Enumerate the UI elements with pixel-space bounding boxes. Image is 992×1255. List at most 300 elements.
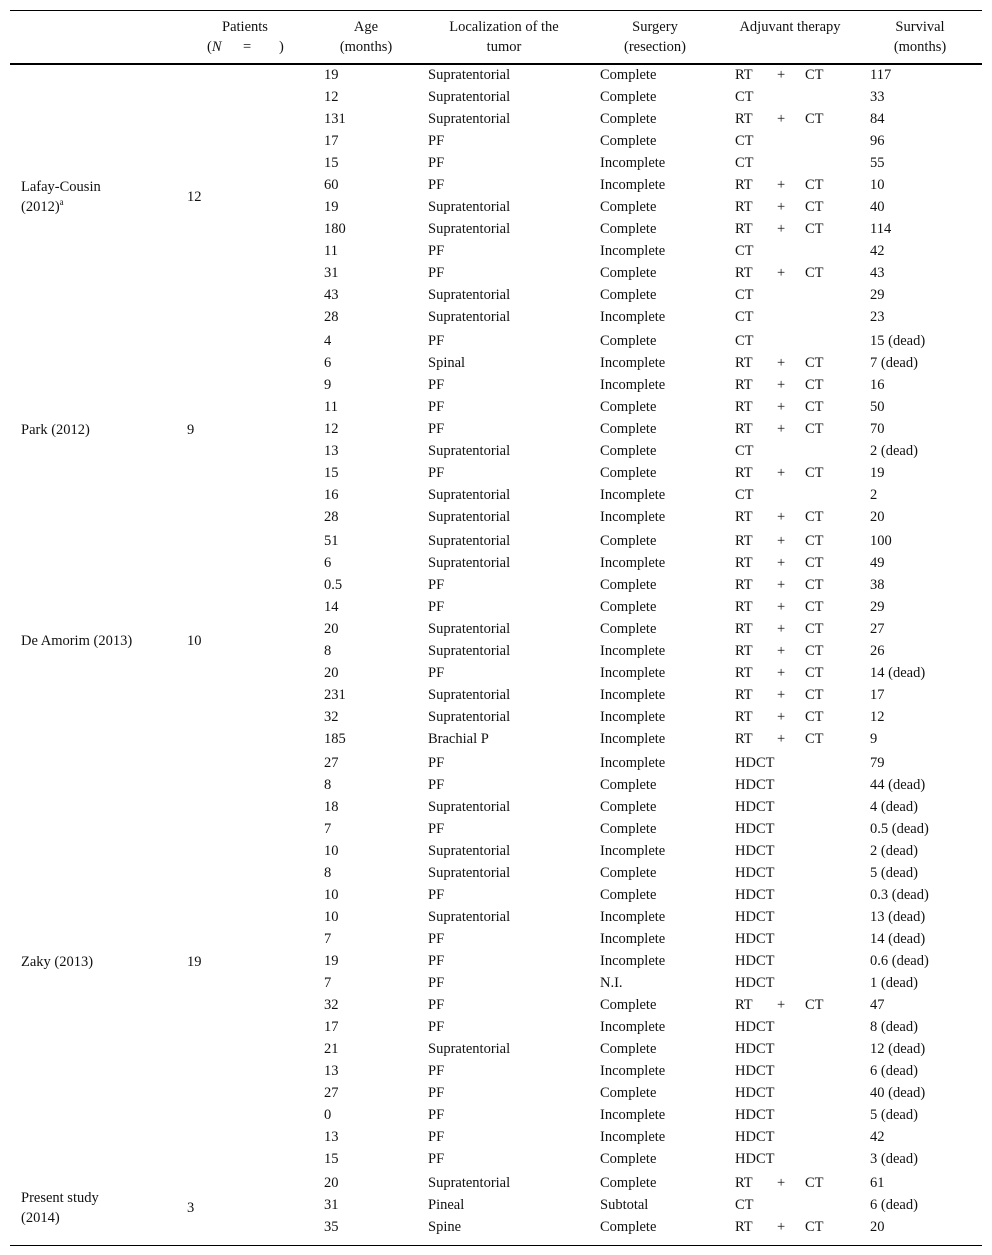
cell-therapy <box>735 262 845 284</box>
plus-sign: + <box>777 555 786 571</box>
cell-therapy: CT <box>735 89 754 105</box>
cell-age: 21 <box>324 1041 339 1057</box>
cell-age: 20 <box>324 621 339 637</box>
plus-sign: + <box>777 709 786 725</box>
therapy-part: CT <box>805 177 824 193</box>
therapy-part: CT <box>805 67 824 83</box>
cell-therapy <box>735 684 845 706</box>
cell-age: 0 <box>324 1107 332 1123</box>
header-age: Age (months) <box>339 19 393 55</box>
study-year: (2014) <box>21 1209 60 1226</box>
cell-survival: 40 (dead) <box>870 1085 926 1101</box>
cell-surgery: Incomplete <box>600 665 666 681</box>
table-row <box>10 728 982 750</box>
plus-sign: + <box>777 687 786 703</box>
cell-therapy: CT <box>735 133 754 149</box>
plus-sign: + <box>777 377 786 393</box>
cell-therapy: HDCT <box>735 1019 775 1035</box>
cell-survival: 114 <box>870 221 892 237</box>
table-row <box>10 1104 982 1126</box>
table-row <box>10 352 982 374</box>
cell-survival: 10 <box>870 177 885 193</box>
cell-surgery: Complete <box>600 533 657 549</box>
therapy-part: RT <box>735 265 753 281</box>
table-row <box>10 1148 982 1170</box>
therapy-part: RT <box>735 687 753 703</box>
table-row <box>10 462 982 484</box>
cell-survival: 42 <box>870 243 885 259</box>
cell-surgery: Complete <box>600 333 657 349</box>
cell-therapy <box>735 530 845 552</box>
cell-loc: Supratentorial <box>428 865 511 881</box>
therapy-part: CT <box>805 555 824 571</box>
patient-count: 19 <box>187 954 202 970</box>
therapy-part: RT <box>735 67 753 83</box>
cell-therapy: HDCT <box>735 755 775 771</box>
cell-therapy <box>735 1172 845 1194</box>
cell-age: 20 <box>324 1175 339 1191</box>
cell-loc: PF <box>428 755 445 771</box>
therapy-part: CT <box>805 355 824 371</box>
table-row <box>10 684 982 706</box>
cell-surgery: Complete <box>600 399 657 415</box>
therapy-part: CT <box>805 665 824 681</box>
cell-therapy: HDCT <box>735 887 775 903</box>
study-name: De Amorim (2013) <box>21 633 133 649</box>
cell-survival: 5 (dead) <box>870 865 918 881</box>
cell-age: 13 <box>324 1129 339 1145</box>
cell-survival: 29 <box>870 599 885 615</box>
cell-surgery: Complete <box>600 287 657 303</box>
plus-sign: + <box>777 465 786 481</box>
cell-age: 15 <box>324 465 339 481</box>
cell-loc: PF <box>428 265 445 281</box>
cell-survival: 61 <box>870 1175 885 1191</box>
table-row <box>10 994 982 1016</box>
cell-loc: PF <box>428 599 445 615</box>
cell-loc: PF <box>428 155 445 171</box>
header-adjuvant: Adjuvant therapy <box>739 19 841 35</box>
cell-survival: 14 (dead) <box>870 665 926 681</box>
cell-surgery: Complete <box>600 111 657 127</box>
cell-surgery: N.I. <box>600 975 623 991</box>
therapy-part: RT <box>735 577 753 593</box>
therapy-part: RT <box>735 221 753 237</box>
cell-loc: PF <box>428 997 445 1013</box>
plus-sign: + <box>777 1175 786 1191</box>
cell-loc: Supratentorial <box>428 221 511 237</box>
patient-count: 3 <box>187 1199 195 1216</box>
table-row <box>10 552 982 574</box>
cell-survival: 100 <box>870 533 892 549</box>
therapy-part: CT <box>805 1219 824 1235</box>
cell-age: 7 <box>324 821 332 837</box>
plus-sign: + <box>777 221 786 237</box>
cell-survival: 13 (dead) <box>870 909 926 925</box>
therapy-part: CT <box>805 621 824 637</box>
cell-loc: PF <box>428 377 445 393</box>
therapy-part: RT <box>735 709 753 725</box>
cell-therapy: HDCT <box>735 799 775 815</box>
cell-surgery: Incomplete <box>600 931 666 947</box>
table-row <box>10 1126 982 1148</box>
cell-surgery: Complete <box>600 887 657 903</box>
cell-survival: 84 <box>870 111 885 127</box>
plus-sign: + <box>777 643 786 659</box>
cell-age: 13 <box>324 443 339 459</box>
cell-loc: PF <box>428 243 445 259</box>
cell-loc: PF <box>428 953 445 969</box>
table-row <box>10 396 982 418</box>
cell-age: 185 <box>324 731 346 747</box>
cell-surgery: Incomplete <box>600 709 666 725</box>
cell-loc: PF <box>428 777 445 793</box>
cell-loc: Pineal <box>428 1197 465 1213</box>
cell-surgery: Complete <box>600 89 657 105</box>
table-row <box>10 174 982 196</box>
cell-age: 51 <box>324 533 339 549</box>
therapy-part: CT <box>805 997 824 1013</box>
cell-surgery: Complete <box>600 1041 657 1057</box>
therapy-part: RT <box>735 555 753 571</box>
therapy-part: RT <box>735 621 753 637</box>
cell-therapy: HDCT <box>735 1151 775 1167</box>
therapy-part: RT <box>735 643 753 659</box>
cell-therapy: HDCT <box>735 975 775 991</box>
cell-survival: 50 <box>870 399 885 415</box>
footnote-marker: a <box>59 197 64 208</box>
cell-age: 17 <box>324 1019 339 1035</box>
therapy-part: CT <box>805 599 824 615</box>
cell-loc: PF <box>428 177 445 193</box>
therapy-part: CT <box>805 577 824 593</box>
table-row <box>10 196 982 218</box>
therapy-part: RT <box>735 355 753 371</box>
table-row <box>10 108 982 130</box>
cell-age: 4 <box>324 333 332 349</box>
cell-age: 10 <box>324 909 339 925</box>
cell-therapy <box>735 596 845 618</box>
cell-therapy <box>735 64 845 86</box>
cell-survival: 47 <box>870 997 885 1013</box>
cell-surgery: Complete <box>600 421 657 437</box>
cell-therapy: HDCT <box>735 1129 775 1145</box>
header-survival: Survival (months) <box>893 19 947 55</box>
cell-surgery: Incomplete <box>600 487 666 503</box>
table-row <box>10 906 982 928</box>
therapy-part: RT <box>735 997 753 1013</box>
table-row <box>10 1082 982 1104</box>
cell-surgery: Subtotal <box>600 1197 649 1213</box>
cell-survival: 6 (dead) <box>870 1063 918 1079</box>
plus-sign: + <box>777 621 786 637</box>
cell-surgery: Complete <box>600 865 657 881</box>
table-row <box>10 884 982 906</box>
cell-survival: 16 <box>870 377 885 393</box>
cell-surgery: Incomplete <box>600 953 666 969</box>
table-row <box>10 284 982 306</box>
table-row <box>10 506 982 528</box>
cell-loc: PF <box>428 1019 445 1035</box>
cell-survival: 8 (dead) <box>870 1019 918 1035</box>
therapy-part: CT <box>805 265 824 281</box>
therapy-part: CT <box>805 509 824 525</box>
cell-loc: Supratentorial <box>428 443 511 459</box>
table-row <box>10 418 982 440</box>
cell-loc: Supratentorial <box>428 111 511 127</box>
cell-age: 35 <box>324 1219 339 1235</box>
cell-loc: Supratentorial <box>428 621 511 637</box>
cell-loc: Supratentorial <box>428 555 511 571</box>
cell-age: 15 <box>324 155 339 171</box>
cell-loc: PF <box>428 821 445 837</box>
therapy-part: CT <box>805 731 824 747</box>
patient-count: 12 <box>187 189 202 205</box>
cell-age: 231 <box>324 687 346 703</box>
table-row <box>10 1194 982 1216</box>
cell-surgery: Complete <box>600 199 657 215</box>
cell-survival: 0.5 (dead) <box>870 821 929 837</box>
cell-therapy <box>735 662 845 684</box>
patient-count: 9 <box>187 422 195 438</box>
cell-therapy: HDCT <box>735 1041 775 1057</box>
therapy-part: CT <box>805 709 824 725</box>
table-row <box>10 262 982 284</box>
table-row <box>10 218 982 240</box>
cell-survival: 14 (dead) <box>870 931 926 947</box>
cell-therapy <box>735 1216 845 1238</box>
cell-age: 43 <box>324 287 339 303</box>
cell-loc: Supratentorial <box>428 709 511 725</box>
cell-surgery: Complete <box>600 465 657 481</box>
cell-age: 8 <box>324 777 332 793</box>
cell-age: 27 <box>324 755 339 771</box>
cell-surgery: Complete <box>600 265 657 281</box>
cell-age: 7 <box>324 975 332 991</box>
cell-age: 9 <box>324 377 332 393</box>
cell-loc: Spine <box>428 1219 462 1235</box>
cell-therapy: CT <box>735 487 754 503</box>
cell-surgery: Incomplete <box>600 155 666 171</box>
therapy-part: RT <box>735 111 753 127</box>
cell-therapy: CT <box>735 333 754 349</box>
cell-surgery: Incomplete <box>600 243 666 259</box>
therapy-part: RT <box>735 533 753 549</box>
table-row <box>10 1038 982 1060</box>
cell-age: 11 <box>324 399 338 415</box>
cell-loc: PF <box>428 333 445 349</box>
cell-survival: 2 (dead) <box>870 443 918 459</box>
cell-loc: Brachial P <box>428 731 489 747</box>
cell-age: 13 <box>324 1063 339 1079</box>
table-row <box>10 972 982 994</box>
cell-surgery: Incomplete <box>600 643 666 659</box>
cell-survival: 0.3 (dead) <box>870 887 929 903</box>
cell-therapy <box>735 706 845 728</box>
cell-surgery: Complete <box>600 443 657 459</box>
cell-age: 15 <box>324 1151 339 1167</box>
plus-sign: + <box>777 199 786 215</box>
therapy-part: RT <box>735 509 753 525</box>
table-row <box>10 928 982 950</box>
cell-surgery: Incomplete <box>600 755 666 771</box>
cell-loc: Supratentorial <box>428 799 511 815</box>
cell-survival: 33 <box>870 89 885 105</box>
cell-loc: PF <box>428 1063 445 1079</box>
cell-therapy: HDCT <box>735 821 775 837</box>
cell-age: 32 <box>324 709 339 725</box>
table-row <box>10 1016 982 1038</box>
cell-surgery: Complete <box>600 133 657 149</box>
plus-sign: + <box>777 997 786 1013</box>
cell-age: 16 <box>324 487 339 503</box>
cell-surgery: Incomplete <box>600 1129 666 1145</box>
cell-loc: Supratentorial <box>428 487 511 503</box>
cell-loc: PF <box>428 975 445 991</box>
cell-surgery: Incomplete <box>600 843 666 859</box>
cell-therapy <box>735 462 845 484</box>
cell-surgery: Complete <box>600 1219 657 1235</box>
cell-surgery: Complete <box>600 777 657 793</box>
cell-loc: PF <box>428 421 445 437</box>
plus-sign: + <box>777 665 786 681</box>
plus-sign: + <box>777 111 786 127</box>
plus-sign: + <box>777 265 786 281</box>
cell-loc: Supratentorial <box>428 309 511 325</box>
cell-age: 6 <box>324 355 332 371</box>
plus-sign: + <box>777 399 786 415</box>
therapy-part: RT <box>735 731 753 747</box>
cell-age: 12 <box>324 421 339 437</box>
cell-survival: 4 (dead) <box>870 799 918 815</box>
cell-therapy: HDCT <box>735 843 775 859</box>
cell-age: 18 <box>324 799 339 815</box>
cell-age: 20 <box>324 665 339 681</box>
cell-loc: Supratentorial <box>428 1175 511 1191</box>
therapy-part: CT <box>805 465 824 481</box>
cell-therapy <box>735 196 845 218</box>
cell-age: 19 <box>324 199 339 215</box>
cell-loc: PF <box>428 1085 445 1101</box>
cell-surgery: Incomplete <box>600 355 666 371</box>
study-name: Zaky (2013) <box>21 954 94 970</box>
table-row <box>10 130 982 152</box>
cell-surgery: Incomplete <box>600 731 666 747</box>
study-name-line1: Present study <box>21 1189 99 1206</box>
therapy-part: RT <box>735 665 753 681</box>
table-row <box>10 484 982 506</box>
cell-age: 27 <box>324 1085 339 1101</box>
table-row <box>10 950 982 972</box>
cell-therapy <box>735 418 845 440</box>
cell-age: 8 <box>324 865 332 881</box>
table-row <box>10 1060 982 1082</box>
therapy-part: CT <box>805 533 824 549</box>
therapy-part: RT <box>735 1219 753 1235</box>
header-localization: Localization of the tumor <box>449 19 559 55</box>
cell-survival: 70 <box>870 421 885 437</box>
data-table <box>10 10 982 1246</box>
cell-survival: 55 <box>870 155 885 171</box>
cell-loc: Supratentorial <box>428 843 511 859</box>
study-year: (2012) <box>21 199 60 215</box>
cell-therapy: CT <box>735 309 754 325</box>
table-row <box>10 752 982 774</box>
cell-surgery: Incomplete <box>600 509 666 525</box>
cell-surgery: Complete <box>600 1175 657 1191</box>
table-row <box>10 706 982 728</box>
table-row <box>10 574 982 596</box>
cell-surgery: Complete <box>600 577 657 593</box>
table-row <box>10 862 982 884</box>
cell-loc: Supratentorial <box>428 533 511 549</box>
table-row <box>10 240 982 262</box>
cell-loc: PF <box>428 577 445 593</box>
therapy-part: CT <box>805 687 824 703</box>
cell-therapy <box>735 218 845 240</box>
cell-surgery: Incomplete <box>600 909 666 925</box>
therapy-part: RT <box>735 399 753 415</box>
therapy-part: CT <box>805 1175 824 1191</box>
table-row <box>10 86 982 108</box>
cell-therapy: CT <box>735 243 754 259</box>
cell-loc: Supratentorial <box>428 687 511 703</box>
cell-loc: Supratentorial <box>428 509 511 525</box>
cell-survival: 2 <box>870 487 878 503</box>
table-row <box>10 774 982 796</box>
cell-loc: Supratentorial <box>428 199 511 215</box>
cell-age: 19 <box>324 67 339 83</box>
cell-therapy <box>735 640 845 662</box>
cell-survival: 38 <box>870 577 885 593</box>
cell-loc: PF <box>428 399 445 415</box>
table-row <box>10 796 982 818</box>
cell-survival: 23 <box>870 309 885 325</box>
cell-therapy <box>735 994 845 1016</box>
cell-therapy <box>735 618 845 640</box>
cell-surgery: Complete <box>600 799 657 815</box>
cell-survival: 7 (dead) <box>870 355 918 371</box>
cell-therapy: HDCT <box>735 1107 775 1123</box>
table-row <box>10 662 982 684</box>
therapy-part: RT <box>735 177 753 193</box>
cell-age: 0.5 <box>324 577 343 593</box>
cell-loc: PF <box>428 1151 445 1167</box>
cell-age: 12 <box>324 89 339 105</box>
cell-age: 60 <box>324 177 339 193</box>
cell-surgery: Incomplete <box>600 377 666 393</box>
cell-therapy: CT <box>735 287 754 303</box>
cell-age: 19 <box>324 953 339 969</box>
plus-sign: + <box>777 1219 786 1235</box>
table-row <box>10 330 982 352</box>
cell-therapy <box>735 552 845 574</box>
cell-survival: 9 <box>870 731 878 747</box>
cell-loc: PF <box>428 1107 445 1123</box>
cell-survival: 5 (dead) <box>870 1107 918 1123</box>
therapy-part: CT <box>805 377 824 393</box>
table-row <box>10 1172 982 1194</box>
cell-survival: 12 (dead) <box>870 1041 926 1057</box>
cell-therapy <box>735 352 845 374</box>
cell-loc: Supratentorial <box>428 909 511 925</box>
cell-loc: PF <box>428 1129 445 1145</box>
cell-survival: 49 <box>870 555 885 571</box>
table-row <box>10 374 982 396</box>
table-row <box>10 640 982 662</box>
table-row <box>10 818 982 840</box>
plus-sign: + <box>777 731 786 747</box>
